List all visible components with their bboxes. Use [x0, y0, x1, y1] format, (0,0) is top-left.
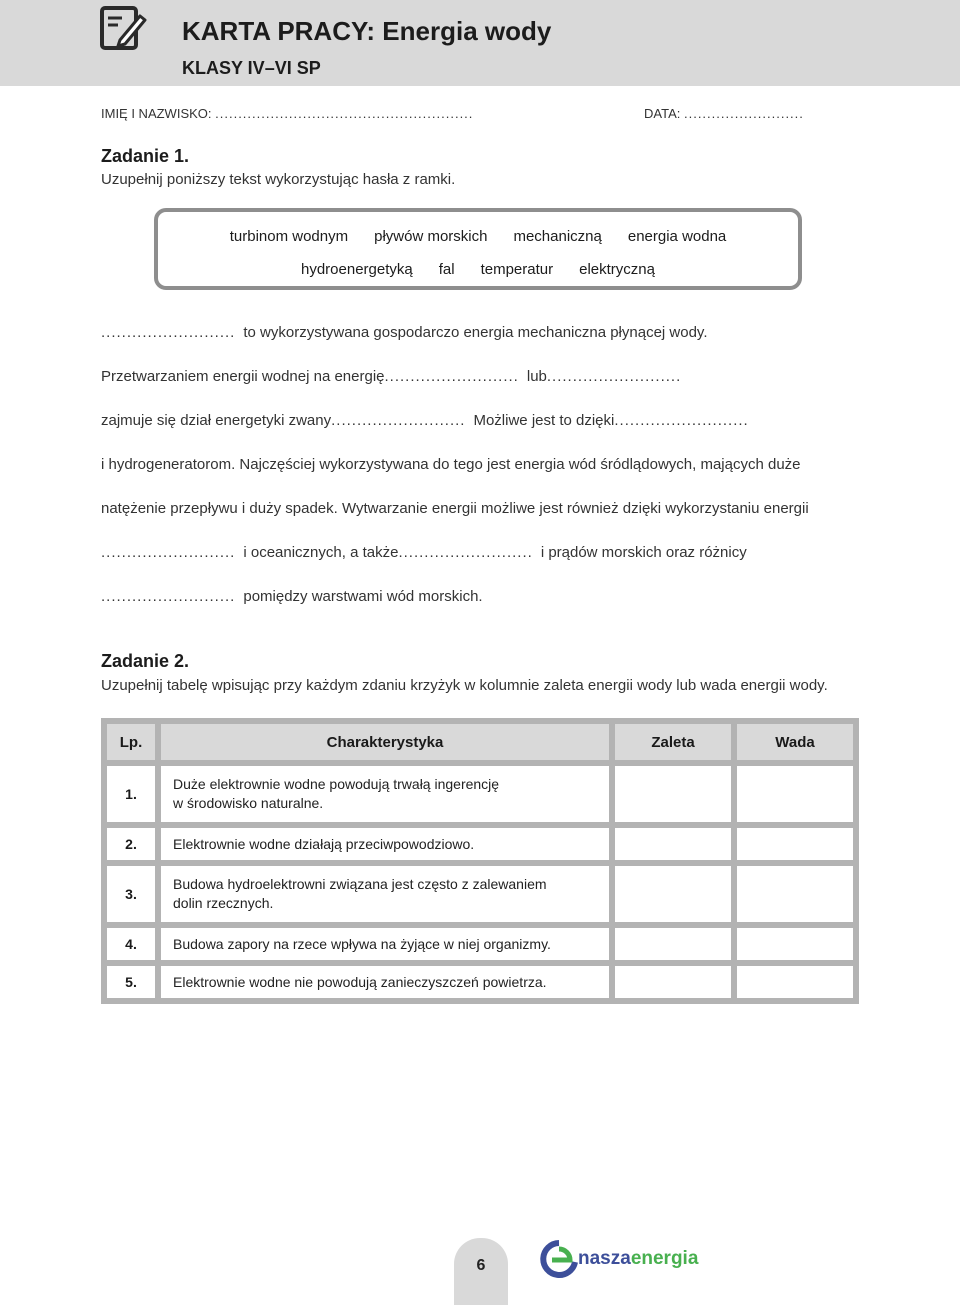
word-bank-box: [154, 208, 802, 290]
name-field[interactable]: [101, 106, 473, 121]
disadvantage-cell[interactable]: [734, 825, 856, 863]
line-text: lub: [526, 368, 547, 385]
logo-text-part1: nasza: [578, 1248, 631, 1269]
logo-mark-icon: [540, 1238, 578, 1282]
row-number: 4.: [104, 925, 158, 963]
date-dots: ..........................: [683, 106, 804, 121]
word-bank-item: fal: [438, 261, 455, 278]
line-text: i oceanicznych, a także: [243, 544, 399, 561]
word-bank-item: hydroenergetyką: [300, 261, 413, 278]
name-label: IMIĘ I NAZWISKO:: [101, 106, 212, 121]
text-line-5: natężenie przepływu i duży spadek. Wytwarzanie energii możliwe jest również dzięki wykorzystaniu energii: [101, 500, 809, 517]
task2-instruction: Uzupełnij tabelę wpisując przy każdym zdaniu krzyżyk w kolumnie zaleta energii wody lub wada energii wody.: [101, 677, 828, 694]
blank-8[interactable]: ..........................: [101, 588, 236, 605]
col-header-advantage: Zaleta: [612, 721, 734, 763]
blank-6[interactable]: ..........................: [101, 544, 236, 561]
blank-3[interactable]: ..........................: [546, 368, 682, 385]
page-subtitle: KLASY IV–VI SP: [182, 58, 321, 78]
line-text: Możliwe jest to dzięki: [473, 412, 615, 429]
date-field[interactable]: [644, 106, 804, 121]
task2-title: Zadanie 2.: [101, 651, 190, 671]
text-line-6: [101, 544, 747, 561]
table-header-row: [104, 721, 856, 763]
logo-wordmark: [578, 1248, 698, 1270]
word-bank-item: energia wodna: [627, 228, 727, 245]
word-bank-row-1: [158, 228, 798, 245]
advantage-cell[interactable]: [612, 963, 734, 1001]
disadvantage-cell[interactable]: [734, 863, 856, 925]
disadvantage-cell[interactable]: [734, 963, 856, 1001]
row-number: 5.: [104, 963, 158, 1001]
line-text: pomiędzy warstwami wód morskich.: [243, 588, 483, 605]
disadvantage-cell[interactable]: [734, 763, 856, 825]
text-line-4: i hydrogeneratorom. Najczęściej wykorzystywana do tego jest energia wód śródlądowych, mających duże: [101, 456, 801, 473]
word-bank-item: temperatur: [480, 261, 554, 278]
word-bank-item: mechaniczną: [513, 228, 602, 245]
disadvantage-cell[interactable]: [734, 925, 856, 963]
blank-1[interactable]: ..........................: [101, 324, 236, 341]
blank-7[interactable]: ..........................: [398, 544, 533, 561]
row-text: Duże elektrownie wodne powodują trwałą ingerencję: [173, 776, 500, 792]
row-text: Budowa hydroelektrowni związana jest często z zalewaniem: [173, 876, 547, 892]
row-characteristic: [158, 763, 612, 825]
pencil-worksheet-icon: [98, 2, 148, 52]
word-bank-item: pływów morskich: [374, 228, 488, 245]
advantage-cell[interactable]: [612, 863, 734, 925]
col-header-characteristic: Charakterystyka: [158, 721, 612, 763]
page-number: 6: [454, 1238, 508, 1305]
blank-4[interactable]: ..........................: [331, 412, 466, 429]
table-row: [104, 763, 856, 825]
text-line-7: [101, 588, 483, 605]
blank-2[interactable]: ..........................: [384, 368, 519, 385]
nasza-energia-logo: [540, 1238, 699, 1282]
advantage-cell[interactable]: [612, 925, 734, 963]
row-number: 2.: [104, 825, 158, 863]
col-header-disadvantage: Wada: [734, 721, 856, 763]
row-number: 3.: [104, 863, 158, 925]
table-row: [104, 963, 856, 1001]
row-characteristic: Elektrownie wodne działają przeciwpowodziowo.: [158, 825, 612, 863]
text-line-2: [101, 368, 681, 385]
text-line-3: [101, 412, 749, 429]
word-bank-item: elektryczną: [579, 261, 655, 278]
line-text: zajmuje się dział energetyki zwany: [101, 412, 332, 429]
row-text: dolin rzecznych.: [173, 895, 274, 911]
row-characteristic: Elektrownie wodne nie powodują zanieczyszczeń powietrza.: [158, 963, 612, 1001]
page-title: KARTA PRACY: Energia wody: [182, 16, 552, 46]
table-row: [104, 825, 856, 863]
row-characteristic: Budowa zapory na rzece wpływa na żyjące w niej organizmy.: [158, 925, 612, 963]
pros-cons-table: [101, 718, 859, 1004]
word-bank-row-2: [158, 261, 798, 278]
row-text: w środowisko naturalne.: [173, 795, 324, 811]
col-header-lp: Lp.: [104, 721, 158, 763]
logo-text-part2: energia: [630, 1248, 699, 1269]
task1-instruction: Uzupełnij poniższy tekst wykorzystując hasła z ramki.: [101, 171, 456, 188]
table-row: [104, 925, 856, 963]
line-text: i prądów morskich oraz różnicy: [540, 544, 747, 561]
table-row: [104, 863, 856, 925]
text-line-1: [101, 324, 708, 341]
date-label: DATA:: [644, 106, 681, 121]
header-bar: [0, 0, 960, 86]
word-bank-item: turbinom wodnym: [229, 228, 349, 245]
line-text: to wykorzystywana gospodarczo energia mechaniczna płynącej wody.: [243, 324, 708, 341]
advantage-cell[interactable]: [612, 825, 734, 863]
row-number: 1.: [104, 763, 158, 825]
task1-title: Zadanie 1.: [101, 146, 190, 166]
row-characteristic: [158, 863, 612, 925]
blank-5[interactable]: ..........................: [614, 412, 749, 429]
line-text: Przetwarzaniem energii wodnej na energię: [101, 368, 385, 385]
name-dots: ........................................................: [215, 106, 474, 121]
advantage-cell[interactable]: [612, 763, 734, 825]
